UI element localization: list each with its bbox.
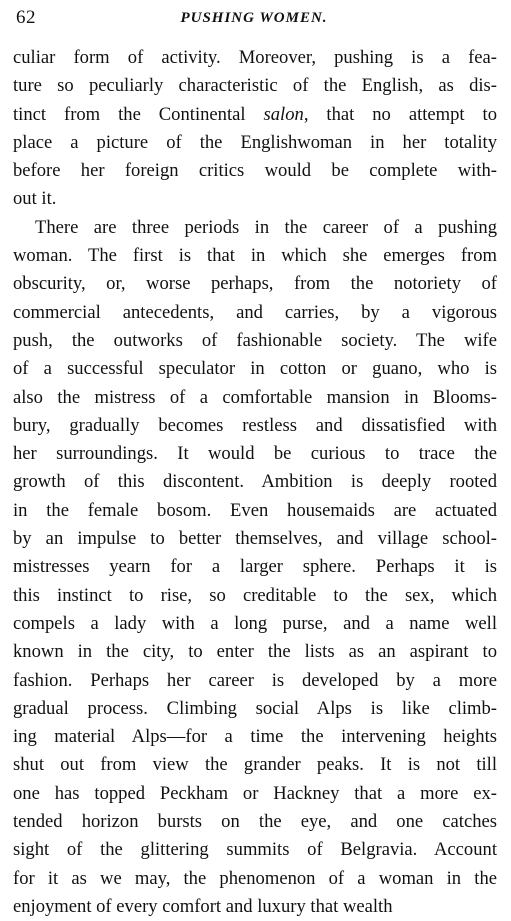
text-segment: tinct from the Continental	[13, 103, 264, 125]
body-text	[13, 44, 497, 921]
text-line: ing material Alps—for a time the intervening heights	[13, 726, 497, 748]
text-segment: , that no attempt to	[303, 103, 497, 125]
text-line: place a picture of the Englishwoman in her totality	[13, 131, 497, 153]
text-line: culiar form of activity. Moreover, pushing is a fea-	[13, 47, 497, 68]
text-line: for it as we may, the phenomenon of a woman in the	[13, 867, 497, 889]
paragraph	[13, 44, 497, 214]
text-line: sight of the glittering summits of Belgravia. Account	[13, 839, 497, 861]
text-line: one has topped Peckham or Hackney that a more ex-	[13, 782, 497, 804]
text-line: shut out from view the grander peaks. It is not till	[13, 754, 497, 776]
text-line: of a successful speculator in cotton or guano, who is	[13, 358, 497, 380]
text-line: known in the city, to enter the lists as an aspirant to	[13, 641, 497, 663]
text-line: bury, gradually becomes restless and dissatisfied with	[13, 414, 497, 436]
text-line: by an impulse to better themselves, and village school-	[13, 528, 497, 550]
text-line: There are three periods in the career of a pushing	[35, 216, 497, 238]
text-line: gradual process. Climbing social Alps is like climb-	[13, 697, 497, 719]
text-line	[13, 101, 497, 129]
running-head: PUSHING WOMEN.	[180, 10, 328, 26]
text-line: mistresses yearn for a larger sphere. Perhaps it is	[13, 556, 497, 578]
text-line: before her foreign critics would be complete with-	[13, 160, 497, 182]
text-line: in the female bosom. Even housemaids are actuated	[13, 499, 497, 521]
text-line: fashion. Perhaps her career is developed by a more	[13, 669, 497, 691]
text-line: compels a lady with a long purse, and a name well	[13, 612, 497, 634]
text-line: tended horizon bursts on the eye, and one catches	[13, 811, 497, 833]
text-line: also the mistress of a comfortable mansion in Blooms-	[13, 386, 497, 408]
text-line: out it.	[13, 188, 57, 210]
text-line: obscurity, or, worse perhaps, from the notoriety of	[13, 273, 497, 295]
page-number: 62	[16, 7, 36, 28]
text-line: ture so peculiarly characteristic of the English, as dis-	[13, 75, 497, 97]
text-line: growth of this discontent. Ambition is deeply rooted	[13, 471, 497, 493]
text-line: her surroundings. It would be curious to trace the	[13, 443, 497, 465]
text-line: woman. The first is that in which she emerges from	[13, 245, 497, 267]
text-line: push, the outworks of fashionable society. The wife	[13, 329, 497, 351]
italic-word: salon	[263, 103, 304, 125]
paragraph	[13, 214, 497, 921]
page-header	[8, 4, 500, 30]
text-line: enjoyment of every comfort and luxury that wealth	[13, 895, 393, 917]
text-line: commercial antecedents, and carries, by a vigorous	[13, 301, 497, 323]
text-line: this instinct to rise, so creditable to the sex, which	[13, 584, 497, 606]
